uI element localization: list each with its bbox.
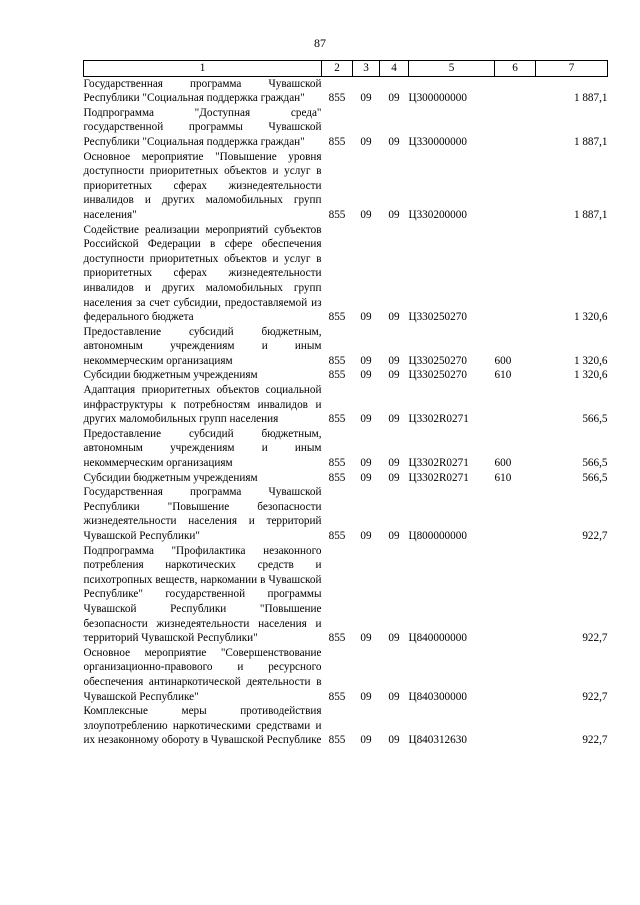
table-row xyxy=(84,544,608,646)
expense-type-cell xyxy=(495,223,536,325)
amount-cell: 1 887,1 xyxy=(573,92,608,105)
expense-type-cell: 600 xyxy=(494,354,512,367)
row-name-cell: Комплексные меры противодействия злоупотреблению наркотическими средствами и их незаконному обороту в Чувашской Республике xyxy=(83,705,322,747)
section-code-cell: 09 xyxy=(360,530,372,542)
target-article-cell: Ц800000000 xyxy=(408,530,467,542)
expense-type-cell: 600 xyxy=(494,457,512,470)
admin-code-cell: 855 xyxy=(328,208,346,221)
amount-cell: 1 320,6 xyxy=(573,369,608,382)
section-code-cell: 09 xyxy=(360,734,372,747)
subsection-code-cell: 09 xyxy=(388,208,400,221)
admin-code-cell: 855 xyxy=(328,530,346,542)
target-article-cell: Ц840300000 xyxy=(408,690,467,703)
amount-cell: 922,7 xyxy=(582,632,608,645)
subsection-code-cell: 09 xyxy=(388,135,400,148)
subsection-code-cell: 09 xyxy=(388,734,400,747)
amount-cell: 1 320,6 xyxy=(573,354,608,367)
budget-table xyxy=(83,60,608,748)
row-name-cell: Содействие реализации мероприятий субъектов Российской Федерации в сфере обеспечения доступности приоритетных объектов и услуг в приоритетных сферах жизнедеятельности инвалидов и других маломобильных групп населения за счет субсидии, предоставляемой из федерального бюджета xyxy=(83,223,322,324)
row-name-cell: Государственная программа Чувашской Республики "Социальная поддержка граждан" xyxy=(83,77,322,105)
section-code-cell: 09 xyxy=(360,690,372,703)
target-article-cell: Ц3302R0271 xyxy=(408,471,469,484)
subsection-code-cell: 09 xyxy=(388,530,400,542)
row-name-cell: Предоставление субсидий бюджетным, автономным учреждениям и иным некоммерческим организациям xyxy=(83,325,322,367)
target-article-cell: Ц3302R0271 xyxy=(408,457,469,470)
row-name-cell: Основное мероприятие "Повышение уровня доступности приоритетных объектов и услуг в приоритетных сферах жизнедеятельности инвалидов и других маломобильных групп населения" xyxy=(83,150,322,221)
table-row xyxy=(84,76,608,106)
section-code-cell: 09 xyxy=(360,135,372,148)
admin-code-cell: 855 xyxy=(328,690,346,703)
row-name-cell: Подпрограмма "Профилактика незаконного потребления наркотических средств и психотропных веществ, наркомании в Чувашской Республике" государственной программы Чувашской Республики "Повышение безопасности жизнедеятельности населения и территорий Чувашской Республики" xyxy=(83,544,322,645)
table-row xyxy=(84,485,608,543)
table-row xyxy=(84,704,608,748)
expense-type-cell xyxy=(495,485,536,543)
admin-code-cell: 855 xyxy=(328,413,346,426)
table-row xyxy=(84,368,608,383)
admin-code-cell: 855 xyxy=(328,632,346,645)
admin-code-cell: 855 xyxy=(328,734,346,747)
row-name-cell: Субсидии бюджетным учреждениям xyxy=(83,471,258,484)
column-header: 1 xyxy=(84,61,322,77)
row-name-cell: Адаптация приоритетных объектов социальной инфраструктуры к потребностям инвалидов и других маломобильных групп населения xyxy=(83,384,322,426)
subsection-code-cell: 09 xyxy=(388,471,400,484)
subsection-code-cell: 09 xyxy=(388,413,400,426)
table-row xyxy=(84,427,608,471)
subsection-code-cell: 09 xyxy=(388,311,400,324)
column-header: 6 xyxy=(495,61,536,77)
expense-type-cell xyxy=(495,704,536,748)
section-code-cell: 09 xyxy=(360,208,372,221)
section-code-cell: 09 xyxy=(360,354,372,367)
subsection-code-cell: 09 xyxy=(388,354,400,367)
amount-cell: 1 887,1 xyxy=(573,135,608,148)
admin-code-cell: 855 xyxy=(328,135,346,148)
admin-code-cell: 855 xyxy=(328,354,346,367)
section-code-cell: 09 xyxy=(360,457,372,470)
column-header: 2 xyxy=(322,61,353,77)
section-code-cell: 09 xyxy=(360,369,372,382)
target-article-cell: Ц840000000 xyxy=(408,632,467,645)
section-code-cell: 09 xyxy=(360,471,372,484)
expense-type-cell xyxy=(495,544,536,646)
amount-cell: 922,7 xyxy=(582,690,608,703)
table-row xyxy=(84,383,608,427)
target-article-cell: Ц330250270 xyxy=(408,354,467,367)
column-header: 7 xyxy=(536,61,608,77)
subsection-code-cell: 09 xyxy=(388,457,400,470)
amount-cell: 922,7 xyxy=(582,530,608,542)
expense-type-cell xyxy=(495,76,536,106)
target-article-cell: Ц330250270 xyxy=(408,311,467,324)
row-name-cell: Государственная программа Чувашской Республики "Повышение безопасности жизнедеятельности населения и территорий Чувашской Республики" xyxy=(83,486,322,542)
section-code-cell: 09 xyxy=(360,92,372,105)
amount-cell: 922,7 xyxy=(582,734,608,747)
expense-type-cell xyxy=(495,150,536,223)
row-name-cell: Предоставление субсидий бюджетным, автономным учреждениям и иным некоммерческим организациям xyxy=(83,427,322,470)
subsection-code-cell: 09 xyxy=(388,369,400,382)
table-row xyxy=(84,223,608,325)
table-row xyxy=(84,325,608,369)
column-header: 3 xyxy=(353,61,380,77)
amount-cell: 1 887,1 xyxy=(573,208,608,221)
subsection-code-cell: 09 xyxy=(388,92,400,105)
admin-code-cell: 855 xyxy=(328,471,346,484)
section-code-cell: 09 xyxy=(360,632,372,645)
table-row xyxy=(84,471,608,486)
column-header: 4 xyxy=(380,61,409,77)
amount-cell: 1 320,6 xyxy=(573,311,608,324)
admin-code-cell: 855 xyxy=(328,311,346,324)
expense-type-cell xyxy=(495,646,536,704)
amount-cell: 566,5 xyxy=(582,471,608,484)
target-article-cell: Ц3302R0271 xyxy=(408,413,469,426)
admin-code-cell: 855 xyxy=(328,369,346,382)
target-article-cell: Ц330250270 xyxy=(408,369,467,382)
target-article-cell: Ц300000000 xyxy=(408,92,467,105)
table-row xyxy=(84,150,608,223)
subsection-code-cell: 09 xyxy=(388,632,400,645)
expense-type-cell xyxy=(495,106,536,150)
admin-code-cell: 855 xyxy=(328,457,346,470)
table-row xyxy=(84,646,608,704)
target-article-cell: Ц840312630 xyxy=(408,734,467,747)
page-number: 87 xyxy=(314,36,326,50)
expense-type-cell: 610 xyxy=(494,369,512,382)
section-code-cell: 09 xyxy=(360,311,372,324)
expense-type-cell xyxy=(495,383,536,427)
table-header-row xyxy=(84,61,608,77)
table-row xyxy=(84,106,608,150)
subsection-code-cell: 09 xyxy=(388,690,400,703)
target-article-cell: Ц330200000 xyxy=(408,208,467,221)
amount-cell: 566,5 xyxy=(582,457,608,470)
admin-code-cell: 855 xyxy=(328,92,346,105)
amount-cell: 566,5 xyxy=(582,413,608,426)
row-name-cell: Основное мероприятие "Совершенствование организационно-правового и ресурсного обеспечения антинаркотической деятельности в Чувашской Республике" xyxy=(83,646,322,703)
section-code-cell: 09 xyxy=(360,413,372,426)
expense-type-cell: 610 xyxy=(494,471,512,484)
row-name-cell: Подпрограмма "Доступная среда" государственной программы Чувашской Республики "Социальная поддержка граждан" xyxy=(83,106,322,148)
row-name-cell: Субсидии бюджетным учреждениям xyxy=(83,369,258,382)
target-article-cell: Ц330000000 xyxy=(408,135,467,148)
column-header: 5 xyxy=(409,61,495,77)
